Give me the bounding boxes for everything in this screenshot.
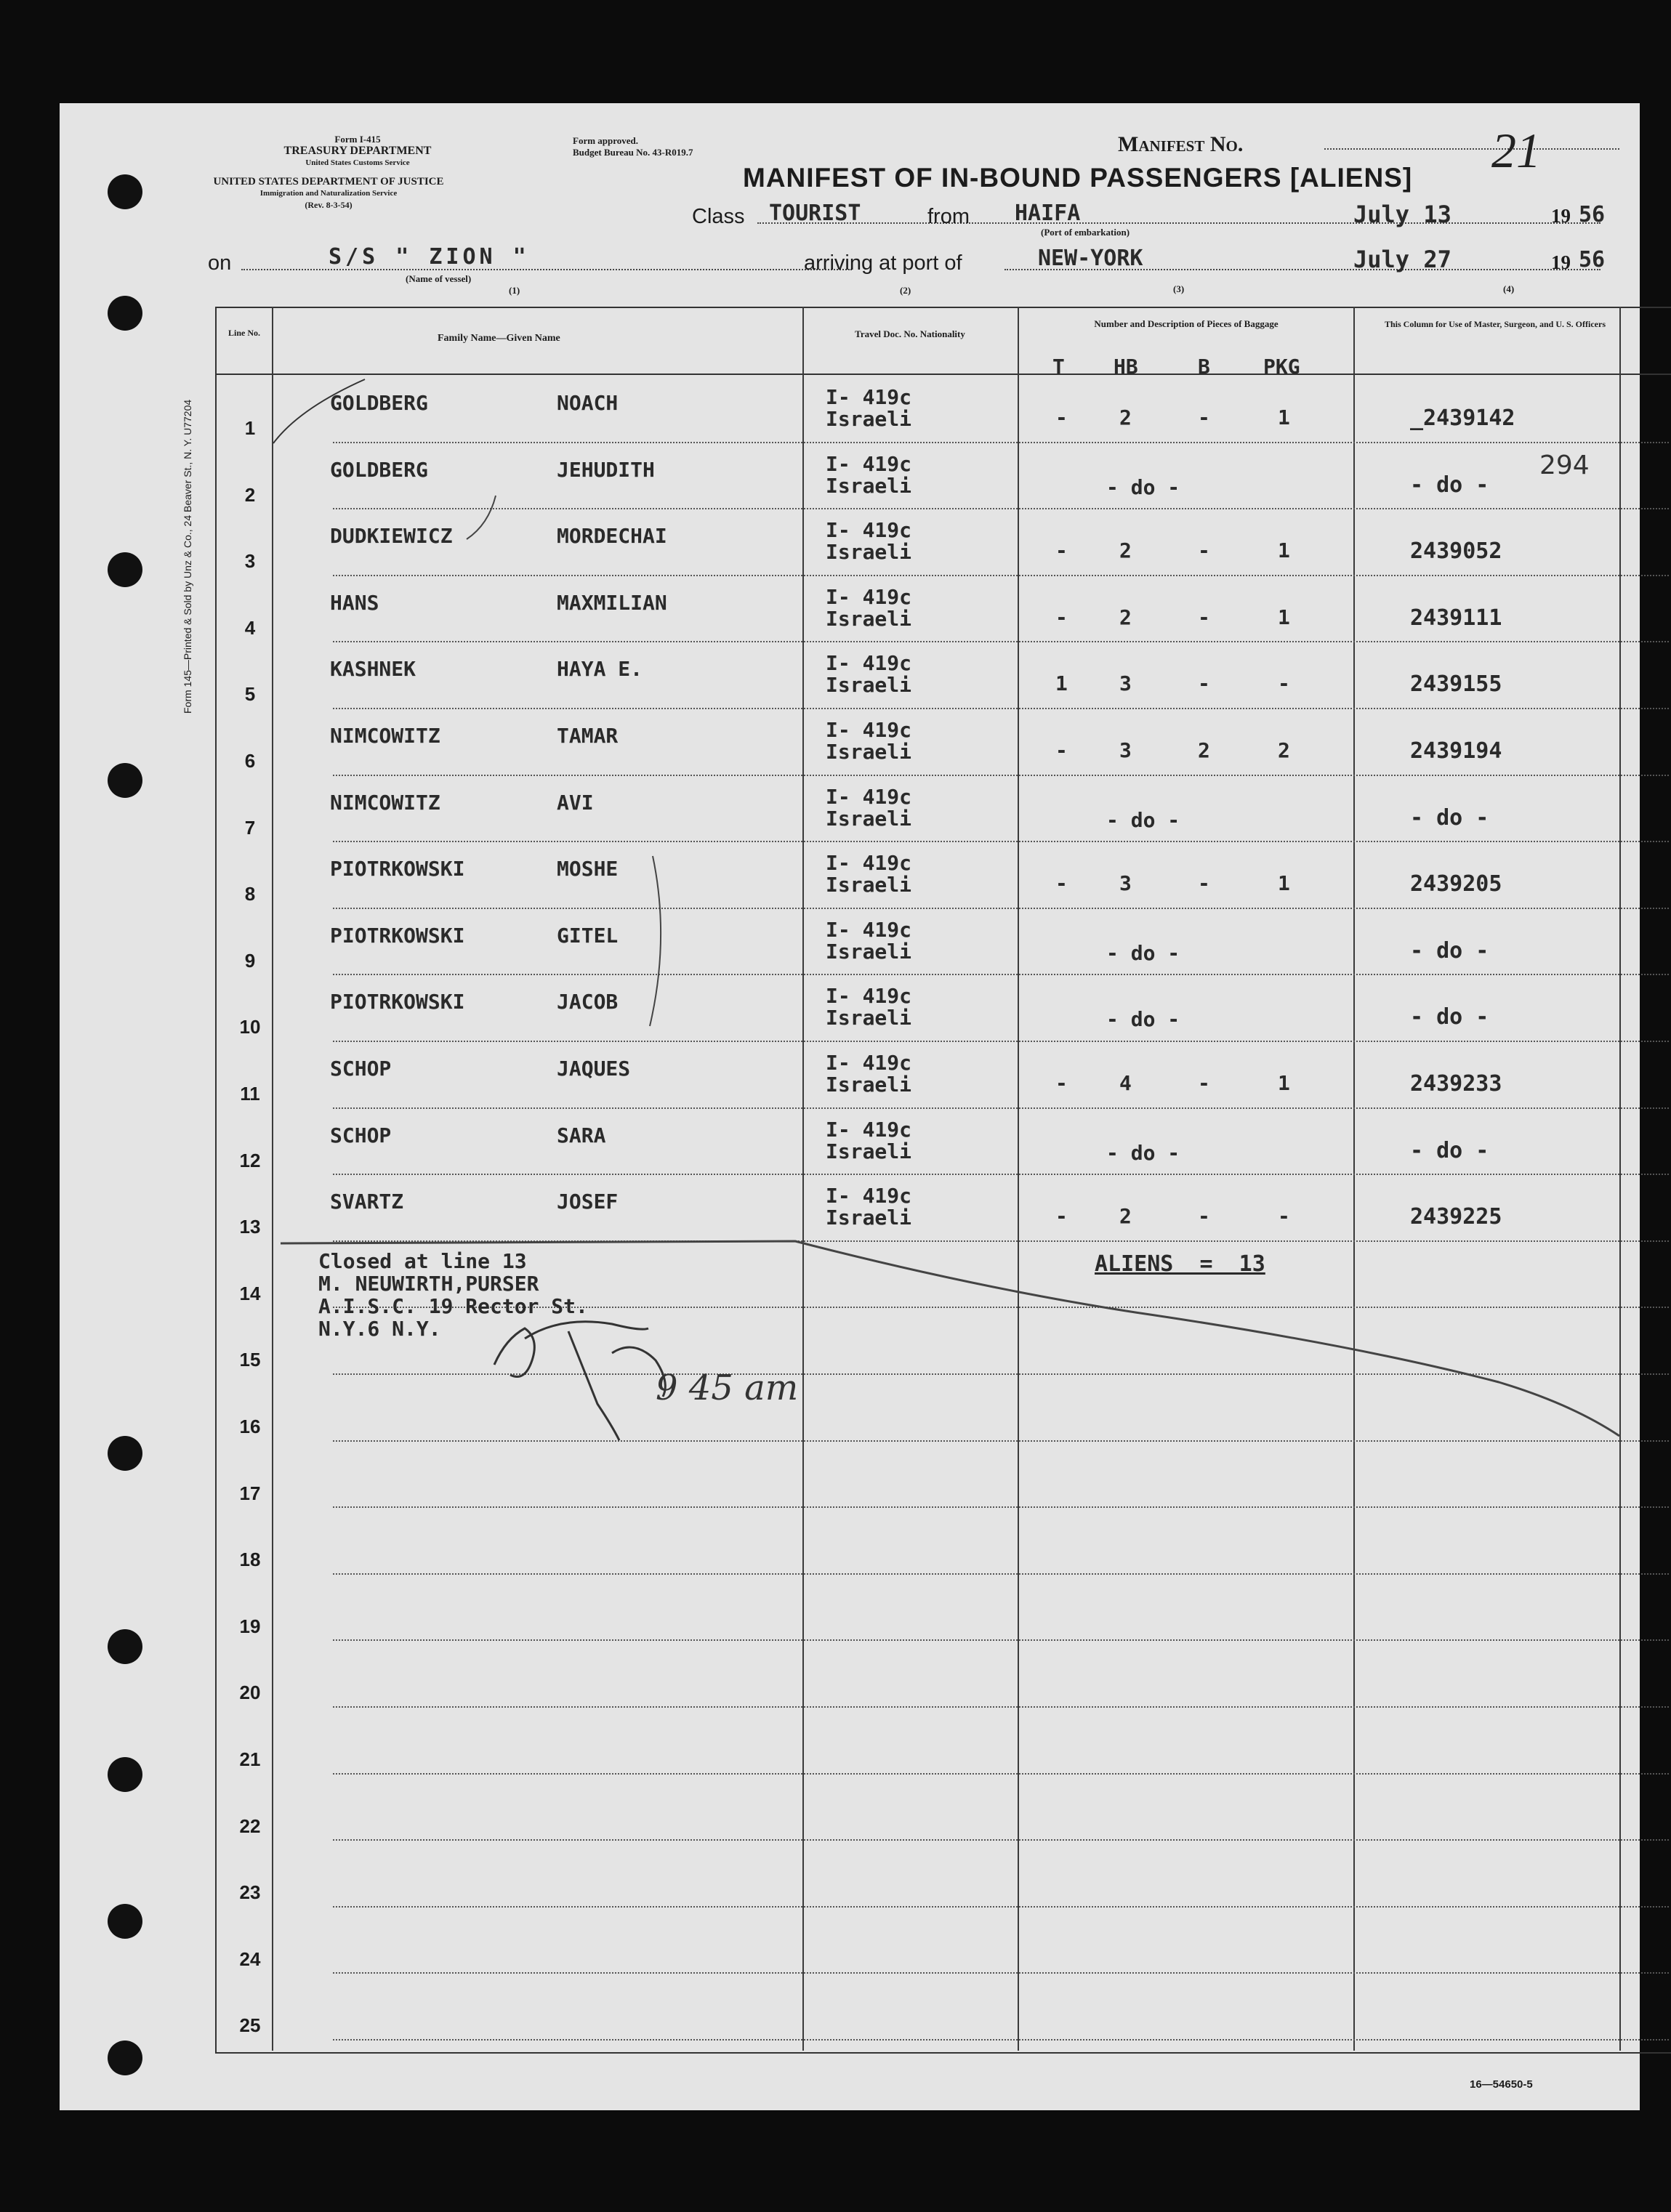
baggage-t: - (1055, 605, 1068, 629)
travel-doc-number: I- 419c (826, 851, 912, 876)
nationality: Israeli (826, 673, 912, 698)
vessel-caption: (Name of vessel) (406, 273, 472, 284)
officer-record: _2439142 (1410, 405, 1515, 431)
baggage-ditto: - do - (1106, 940, 1180, 965)
officer-record: - do - (1410, 472, 1489, 498)
arrival-port: NEW-YORK (1038, 246, 1143, 271)
line-number: 21 (239, 1748, 261, 1770)
form-number: Form I-415 TREASURY DEPARTMENT United States Customs Service (283, 134, 432, 167)
given-name: SARA (557, 1123, 606, 1147)
line-number: 11 (240, 1083, 260, 1105)
travel-doc-number: I- 419c (826, 584, 912, 609)
vessel-name: S/S " ZION " (329, 244, 530, 270)
baggage-t: - (1055, 538, 1068, 563)
manifest-sheet (60, 103, 1640, 2110)
line-number: 12 (239, 1149, 261, 1171)
given-name: JAQUES (557, 1057, 631, 1081)
signature-icon (494, 1322, 665, 1440)
given-name: NOACH (557, 391, 619, 415)
officer-record: 2439111 (1410, 605, 1502, 631)
given-name: JEHUDITH (557, 457, 655, 482)
baggage-pkg: 1 (1278, 538, 1290, 563)
line-number: 8 (244, 883, 256, 905)
entry-tick (273, 379, 365, 443)
family-name: GOLDBERG (330, 391, 428, 415)
family-name: PIOTRKOWSKI (330, 990, 465, 1014)
officer-record: 2439155 (1410, 671, 1502, 698)
nationality: Israeli (826, 606, 912, 631)
line-number: 23 (239, 1881, 261, 1904)
officer-record: 2439233 (1410, 1071, 1502, 1097)
baggage-t: - (1055, 738, 1068, 762)
line-number: 17 (239, 1482, 261, 1504)
officer-record: 2439194 (1410, 738, 1502, 764)
given-name: HAYA E. (557, 657, 643, 682)
travel-doc-number: I- 419c (826, 385, 912, 409)
col4-marker: (4) (1503, 283, 1515, 294)
closing-line: M. NEUWIRTH,PURSER (318, 1272, 539, 1296)
header-baggage-t: T (1052, 355, 1065, 379)
nationality: Israeli (826, 740, 912, 764)
baggage-hb: 2 (1119, 538, 1132, 563)
nationality: Israeli (826, 473, 912, 498)
closing-line: A.I.S.C. 19 Rector St. (318, 1294, 588, 1318)
line-number: 22 (239, 1815, 261, 1837)
line-number: 19 (239, 1615, 261, 1637)
baggage-b: - (1198, 605, 1210, 629)
baggage-pkg: 2 (1278, 738, 1290, 762)
family-name: KASHNEK (330, 657, 416, 682)
line-number: 2 (244, 483, 256, 506)
closing-line: Closed at line 13 (318, 1249, 527, 1273)
family-name: SVARTZ (330, 1190, 404, 1214)
line-number: 3 (244, 550, 256, 573)
family-name: NIMCOWITZ (330, 724, 440, 748)
family-name: NIMCOWITZ (330, 790, 440, 815)
baggage-b: - (1198, 538, 1210, 563)
baggage-ditto: - do - (1106, 475, 1180, 499)
header-baggage-pkg: PKG (1263, 355, 1300, 379)
line-number: 15 (239, 1349, 261, 1371)
class-label: Class (692, 205, 745, 228)
given-name: GITEL (557, 923, 619, 948)
line-number: 18 (239, 1549, 261, 1571)
baggage-ditto: - do - (1106, 807, 1180, 832)
officer-record: - do - (1410, 1004, 1489, 1030)
departure-year: 56 (1579, 202, 1606, 227)
bracket-mark (650, 856, 661, 1026)
travel-doc-number: I- 419c (826, 1051, 912, 1075)
line-number: 20 (239, 1682, 261, 1704)
nationality: Israeli (826, 540, 912, 565)
travel-doc-number: I- 419c (826, 1117, 912, 1142)
baggage-ditto: - do - (1106, 1140, 1180, 1165)
officer-record: 2439205 (1410, 871, 1502, 897)
line-number: 16 (239, 1416, 261, 1437)
baggage-pkg: 1 (1278, 1071, 1290, 1095)
from-label: from (927, 205, 970, 228)
nationality: Israeli (826, 939, 912, 964)
line-number: 13 (239, 1216, 261, 1238)
header-travel-doc: Travel Doc. No. Nationality (855, 328, 965, 339)
baggage-b: 2 (1198, 738, 1210, 762)
header-line-no: Line No. (228, 328, 260, 338)
line-number: 25 (239, 2014, 261, 2037)
aliens-total: ALIENS = 13 (1095, 1251, 1265, 1277)
baggage-hb: 2 (1119, 405, 1132, 429)
line-number: 24 (239, 1947, 261, 1970)
travel-doc-number: I- 419c (826, 718, 912, 742)
header-officers: This Column for Use of Master, Surgeon, and U. S. Officers (1384, 319, 1606, 329)
family-name: HANS (330, 590, 379, 615)
closing-strike-line (281, 1241, 1619, 1436)
given-name: MORDECHAI (557, 524, 667, 549)
from-value: HAIFA (1015, 201, 1081, 226)
baggage-t: - (1055, 1071, 1068, 1095)
line-number: 9 (244, 949, 256, 972)
baggage-hb: 3 (1119, 738, 1132, 762)
family-name: GOLDBERG (330, 457, 428, 482)
line-number: 1 (244, 417, 256, 439)
col3-marker: (3) (1173, 283, 1185, 294)
header-baggage: Number and Description of Pieces of Baggage (1094, 318, 1279, 329)
line-number: 6 (244, 750, 256, 772)
given-name: JOSEF (557, 1190, 619, 1214)
nationality: Israeli (826, 806, 912, 831)
baggage-b: - (1198, 671, 1210, 696)
header-baggage-hb: HB (1114, 355, 1138, 379)
given-name: MAXMILIAN (557, 590, 667, 615)
department-block: UNITED STATES DEPARTMENT OF JUSTICE Immigration and Naturalization Service (Rev. 8-3-54) (213, 176, 444, 210)
baggage-ditto: - do - (1106, 1007, 1180, 1032)
closing-annotations (60, 103, 1640, 2110)
baggage-hb: 2 (1119, 605, 1132, 629)
header-name: Family Name—Given Name (438, 333, 560, 344)
line-number: 4 (244, 616, 256, 639)
baggage-pkg: - (1278, 1204, 1290, 1229)
departure-year-prefix: 19 (1551, 205, 1571, 227)
closing-line: N.Y.6 N.Y. (318, 1317, 441, 1341)
baggage-b: - (1198, 1204, 1210, 1229)
on-label: on (208, 251, 232, 275)
travel-doc-number: I- 419c (826, 1184, 912, 1208)
officer-record: - do - (1410, 1137, 1489, 1163)
signature-note: 9 45 am (656, 1368, 799, 1408)
officer-record: 2439225 (1410, 1204, 1502, 1230)
baggage-t: - (1055, 871, 1068, 896)
arrival-date: July 27 (1353, 246, 1451, 273)
nationality: Israeli (826, 873, 912, 897)
baggage-b: - (1198, 1071, 1210, 1095)
baggage-b: - (1198, 405, 1210, 429)
manifest-no-value: 21 (1491, 123, 1541, 178)
travel-doc-number: I- 419c (826, 784, 912, 809)
footer-code: 16—54650-5 (1470, 2078, 1533, 2091)
baggage-pkg: 1 (1278, 871, 1290, 896)
nationality: Israeli (826, 1006, 912, 1030)
travel-doc-number: I- 419c (826, 451, 912, 476)
family-name: SCHOP (330, 1057, 392, 1081)
nationality: Israeli (826, 1073, 912, 1097)
baggage-hb: 3 (1119, 871, 1132, 896)
departure-date: July 13 (1353, 201, 1451, 228)
given-name: AVI (557, 790, 594, 815)
form-approval: Form approved. Budget Bureau No. 43-R019.7 (573, 135, 693, 158)
arrival-year: 56 (1579, 247, 1606, 273)
port-embarkation-caption: (Port of embarkation) (1041, 227, 1130, 238)
dittomark (467, 496, 496, 539)
baggage-b: - (1198, 871, 1210, 896)
officer-record: 2439052 (1410, 538, 1502, 565)
baggage-t: 1 (1055, 671, 1068, 696)
baggage-pkg: - (1278, 671, 1290, 696)
nationality: Israeli (826, 407, 912, 431)
side-printer-text: Form 145—Printed & Sold by Unz & Co., 24 Beaver St., N. Y. U77204 (182, 399, 193, 714)
baggage-hb: 4 (1119, 1071, 1132, 1095)
baggage-t: - (1055, 1204, 1068, 1229)
class-value: TOURIST (769, 201, 861, 226)
manifest-no-label: Manifest No. (1118, 132, 1244, 156)
baggage-hb: 3 (1119, 671, 1132, 696)
family-name: DUDKIEWICZ (330, 524, 453, 549)
nationality: Israeli (826, 1139, 912, 1163)
given-name: TAMAR (557, 724, 619, 748)
line-number: 10 (239, 1016, 261, 1038)
travel-doc-number: I- 419c (826, 917, 912, 942)
header-baggage-b: B (1198, 355, 1210, 379)
given-name: MOSHE (557, 857, 619, 881)
family-name: PIOTRKOWSKI (330, 857, 465, 881)
family-name: SCHOP (330, 1123, 392, 1147)
baggage-pkg: 1 (1278, 605, 1290, 629)
col1-marker: (1) (509, 285, 520, 296)
baggage-pkg: 1 (1278, 405, 1290, 429)
arrival-year-prefix: 19 (1551, 251, 1571, 273)
handwritten-note: 294 (1539, 451, 1590, 480)
col2-marker: (2) (900, 285, 911, 296)
travel-doc-number: I- 419c (826, 984, 912, 1009)
travel-doc-number: I- 419c (826, 518, 912, 543)
line-number: 7 (244, 816, 256, 839)
travel-doc-number: I- 419c (826, 651, 912, 676)
line-number: 14 (239, 1282, 261, 1304)
nationality: Israeli (826, 1206, 912, 1230)
arriving-label: arriving at port of (804, 251, 962, 275)
line-number: 5 (244, 683, 256, 706)
officer-record: - do - (1410, 937, 1489, 964)
page-title: MANIFEST OF IN-BOUND PASSENGERS [ALIENS] (743, 163, 1413, 193)
baggage-t: - (1055, 405, 1068, 429)
given-name: JACOB (557, 990, 619, 1014)
officer-record: - do - (1410, 804, 1489, 831)
family-name: PIOTRKOWSKI (330, 923, 465, 948)
baggage-hb: 2 (1119, 1204, 1132, 1229)
